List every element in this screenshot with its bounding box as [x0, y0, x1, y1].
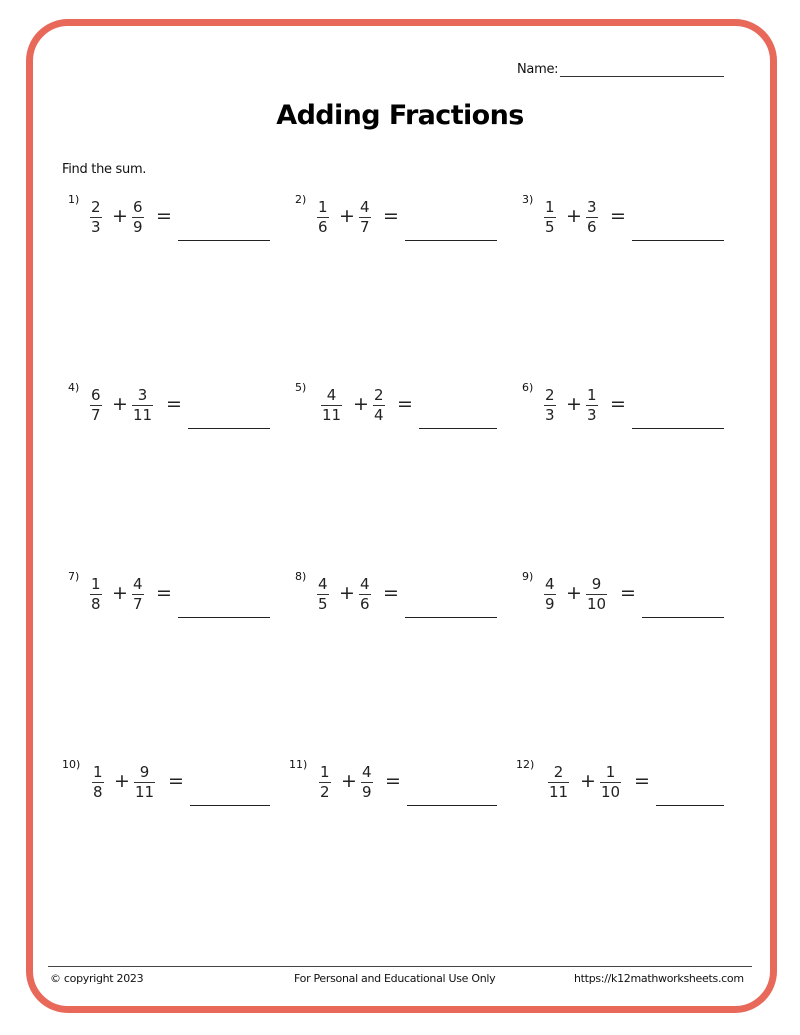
denominator: 3: [587, 406, 597, 424]
problem-number: 9): [522, 570, 534, 583]
fraction-a: [317, 576, 329, 613]
fraction-a: [544, 199, 556, 236]
denominator: 6: [587, 218, 597, 236]
answer-blank[interactable]: [656, 805, 724, 806]
denominator: 7: [133, 595, 143, 613]
denominator: 3: [545, 406, 555, 424]
denominator: 11: [133, 406, 153, 424]
numerator: 4: [360, 198, 370, 216]
answer-blank[interactable]: [632, 428, 724, 429]
fraction-a: [90, 576, 102, 613]
problem-2: [289, 193, 509, 253]
equals-sign: =: [383, 582, 399, 604]
fraction-b: [132, 387, 153, 424]
problem-1: [62, 193, 282, 253]
footer-copyright: © copyright 2023: [50, 972, 144, 985]
fraction-b: [373, 387, 385, 424]
denominator: 4: [374, 406, 384, 424]
equals-sign: =: [397, 393, 413, 415]
plus-sign: +: [114, 770, 130, 792]
answer-blank[interactable]: [178, 617, 270, 618]
plus-sign: +: [112, 582, 128, 604]
numerator: 4: [133, 575, 143, 593]
numerator: 1: [93, 763, 103, 781]
problem-number: 8): [295, 570, 307, 583]
worksheet-title: Adding Fractions: [276, 100, 524, 131]
numerator: 4: [318, 575, 328, 593]
fraction-a: [317, 199, 329, 236]
numerator: 4: [362, 763, 372, 781]
problem-10: [62, 758, 282, 818]
fraction-b: [359, 576, 371, 613]
numerator: 1: [545, 198, 555, 216]
instructions: Find the sum.: [62, 162, 147, 177]
fraction-a: [544, 387, 556, 424]
answer-blank[interactable]: [632, 240, 724, 241]
numerator: 1: [318, 198, 328, 216]
problem-4: [62, 381, 282, 441]
problem-number: 3): [522, 193, 534, 206]
equals-sign: =: [610, 393, 626, 415]
equals-sign: =: [610, 205, 626, 227]
plus-sign: +: [112, 205, 128, 227]
denominator: 5: [545, 218, 555, 236]
numerator: 2: [553, 763, 564, 781]
fraction-b: [361, 764, 373, 801]
numerator: 4: [545, 575, 555, 593]
answer-blank[interactable]: [419, 428, 497, 429]
denominator: 10: [601, 783, 621, 801]
fraction-b: [586, 199, 598, 236]
equals-sign: =: [620, 582, 636, 604]
fraction-b: [600, 764, 621, 801]
denominator: 8: [91, 595, 101, 613]
denominator: 10: [587, 595, 607, 613]
denominator: 6: [360, 595, 370, 613]
equals-sign: =: [385, 770, 401, 792]
numerator: 2: [545, 386, 555, 404]
problem-12: [516, 758, 736, 818]
fraction-b: [586, 576, 607, 613]
denominator: 9: [362, 783, 372, 801]
problem-number: 1): [68, 193, 80, 206]
numerator: 1: [587, 386, 597, 404]
numerator: 9: [591, 575, 602, 593]
denominator: 5: [318, 595, 328, 613]
numerator: 2: [374, 386, 384, 404]
problem-8: [289, 570, 509, 630]
problem-9: [516, 570, 736, 630]
numerator: 1: [91, 575, 101, 593]
equals-sign: =: [166, 393, 182, 415]
footer-divider: [48, 966, 752, 967]
numerator: 9: [139, 763, 150, 781]
fraction-a: [90, 199, 102, 236]
answer-blank[interactable]: [188, 428, 270, 429]
problem-6: [516, 381, 736, 441]
name-input-line[interactable]: [560, 63, 724, 77]
fraction-a: [321, 387, 342, 424]
answer-blank[interactable]: [405, 617, 497, 618]
answer-blank[interactable]: [178, 240, 270, 241]
denominator: 7: [360, 218, 370, 236]
name-field: [517, 62, 724, 77]
numerator: 6: [133, 198, 143, 216]
plus-sign: +: [112, 393, 128, 415]
denominator: 9: [133, 218, 143, 236]
equals-sign: =: [156, 582, 172, 604]
problem-number: 2): [295, 193, 307, 206]
plus-sign: +: [341, 770, 357, 792]
problem-7: [62, 570, 282, 630]
numerator: 4: [326, 386, 337, 404]
name-label: Name:: [517, 62, 559, 77]
denominator: 2: [320, 783, 330, 801]
fraction-a: [90, 387, 102, 424]
equals-sign: =: [168, 770, 184, 792]
equals-sign: =: [634, 770, 650, 792]
numerator: 3: [137, 386, 148, 404]
denominator: 3: [91, 218, 101, 236]
problem-number: 5): [295, 381, 307, 394]
problem-number: 7): [68, 570, 80, 583]
plus-sign: +: [339, 205, 355, 227]
plus-sign: +: [339, 582, 355, 604]
answer-blank[interactable]: [405, 240, 497, 241]
equals-sign: =: [383, 205, 399, 227]
denominator: 7: [91, 406, 101, 424]
fraction-b: [132, 576, 144, 613]
plus-sign: +: [566, 582, 582, 604]
problem-5: [289, 381, 509, 441]
denominator: 8: [93, 783, 103, 801]
denominator: 6: [318, 218, 328, 236]
fraction-a: [92, 764, 104, 801]
denominator: 11: [322, 406, 342, 424]
numerator: 1: [605, 763, 616, 781]
problem-11: [289, 758, 509, 818]
numerator: 3: [587, 198, 597, 216]
numerator: 1: [320, 763, 330, 781]
plus-sign: +: [353, 393, 369, 415]
numerator: 4: [360, 575, 370, 593]
footer-usage: For Personal and Educational Use Only: [294, 972, 496, 985]
problem-number: 4): [68, 381, 80, 394]
fraction-a: [548, 764, 569, 801]
numerator: 2: [91, 198, 101, 216]
problem-3: [516, 193, 736, 253]
plus-sign: +: [566, 205, 582, 227]
equals-sign: =: [156, 205, 172, 227]
fraction-b: [132, 199, 144, 236]
fraction-a: [544, 576, 556, 613]
problem-number: 11): [289, 758, 308, 771]
denominator: 11: [135, 783, 155, 801]
fraction-b: [586, 387, 598, 424]
problem-number: 10): [62, 758, 81, 771]
problem-number: 12): [516, 758, 535, 771]
answer-blank[interactable]: [190, 805, 270, 806]
fraction-a: [319, 764, 331, 801]
answer-blank[interactable]: [407, 805, 497, 806]
numerator: 6: [91, 386, 101, 404]
fraction-b: [134, 764, 155, 801]
plus-sign: +: [566, 393, 582, 415]
answer-blank[interactable]: [642, 617, 724, 618]
problem-number: 6): [522, 381, 534, 394]
plus-sign: +: [580, 770, 596, 792]
fraction-b: [359, 199, 371, 236]
denominator: 9: [545, 595, 555, 613]
footer-website[interactable]: https://k12mathworksheets.com: [574, 972, 744, 985]
denominator: 11: [549, 783, 569, 801]
